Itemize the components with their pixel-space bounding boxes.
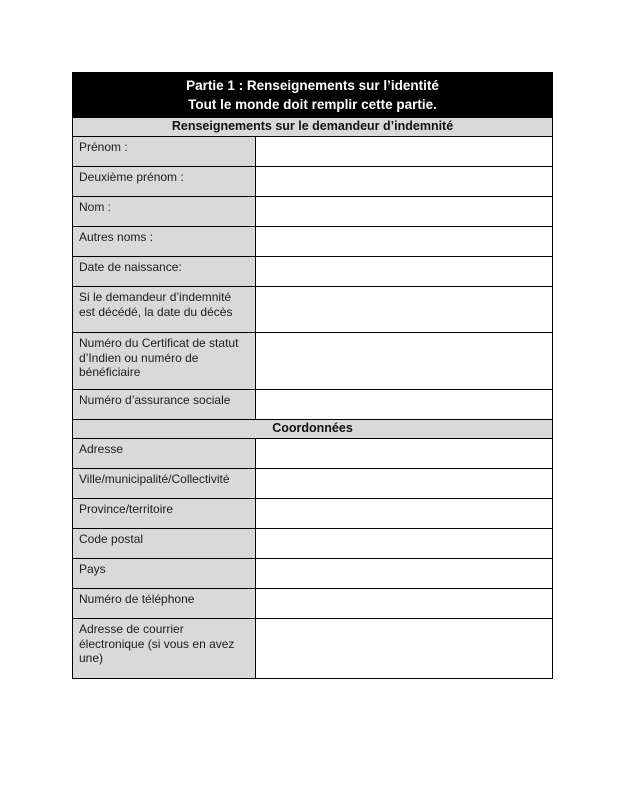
label-ville: Ville/municipalité/Collectivité [73, 469, 256, 499]
label-prenom: Prénom : [73, 137, 256, 167]
field-province[interactable] [256, 499, 553, 529]
label-telephone: Numéro de téléphone [73, 589, 256, 619]
field-autres-noms[interactable] [256, 227, 553, 257]
label-nom: Nom : [73, 197, 256, 227]
table-row-deuxieme-prenom [73, 167, 553, 197]
identity-section-title: Renseignements sur le demandeur d’indemnité [73, 118, 553, 137]
table-row-nom [73, 197, 553, 227]
table-row-numero-assurance-sociale [73, 390, 553, 420]
field-pays[interactable] [256, 559, 553, 589]
form-title-line1: Partie 1 : Renseignements sur l’identité [186, 78, 439, 93]
label-date-deces: Si le demandeur d’indemnité est décédé, la date du décès [73, 287, 256, 333]
table-row-province [73, 499, 553, 529]
table-row-adresse [73, 439, 553, 469]
field-date-deces[interactable] [256, 287, 553, 333]
field-date-naissance[interactable] [256, 257, 553, 287]
table-row-pays [73, 559, 553, 589]
field-telephone[interactable] [256, 589, 553, 619]
label-numero-assurance-sociale: Numéro d’assurance sociale [73, 390, 256, 420]
table-row-date-naissance [73, 257, 553, 287]
form-part-header-row [73, 73, 553, 118]
field-numero-assurance-sociale[interactable] [256, 390, 553, 420]
field-prenom[interactable] [256, 137, 553, 167]
label-courriel: Adresse de courrier électronique (si vous en avez une) [73, 619, 256, 679]
field-adresse[interactable] [256, 439, 553, 469]
table-row-ville [73, 469, 553, 499]
table-row-numero-certificat [73, 333, 553, 390]
label-date-naissance: Date de naissance: [73, 257, 256, 287]
form-title-line2: Tout le monde doit remplir cette partie. [188, 97, 437, 112]
field-numero-certificat[interactable] [256, 333, 553, 390]
label-province: Province/territoire [73, 499, 256, 529]
label-code-postal: Code postal [73, 529, 256, 559]
field-deuxieme-prenom[interactable] [256, 167, 553, 197]
field-code-postal[interactable] [256, 529, 553, 559]
label-numero-certificat: Numéro du Certificat de statut d’Indien ou numéro de bénéficiaire [73, 333, 256, 390]
identity-section-header-row [73, 118, 553, 137]
identity-form-table [72, 72, 553, 679]
table-row-date-deces [73, 287, 553, 333]
field-courriel[interactable] [256, 619, 553, 679]
field-nom[interactable] [256, 197, 553, 227]
table-row-courriel [73, 619, 553, 679]
table-row-prenom [73, 137, 553, 167]
label-adresse: Adresse [73, 439, 256, 469]
label-autres-noms: Autres noms : [73, 227, 256, 257]
table-row-telephone [73, 589, 553, 619]
table-row-autres-noms [73, 227, 553, 257]
field-ville[interactable] [256, 469, 553, 499]
table-row-code-postal [73, 529, 553, 559]
form-part-header [73, 73, 553, 118]
label-deuxieme-prenom: Deuxième prénom : [73, 167, 256, 197]
contact-section-title: Coordonnées [73, 420, 553, 439]
label-pays: Pays [73, 559, 256, 589]
contact-section-header-row [73, 420, 553, 439]
